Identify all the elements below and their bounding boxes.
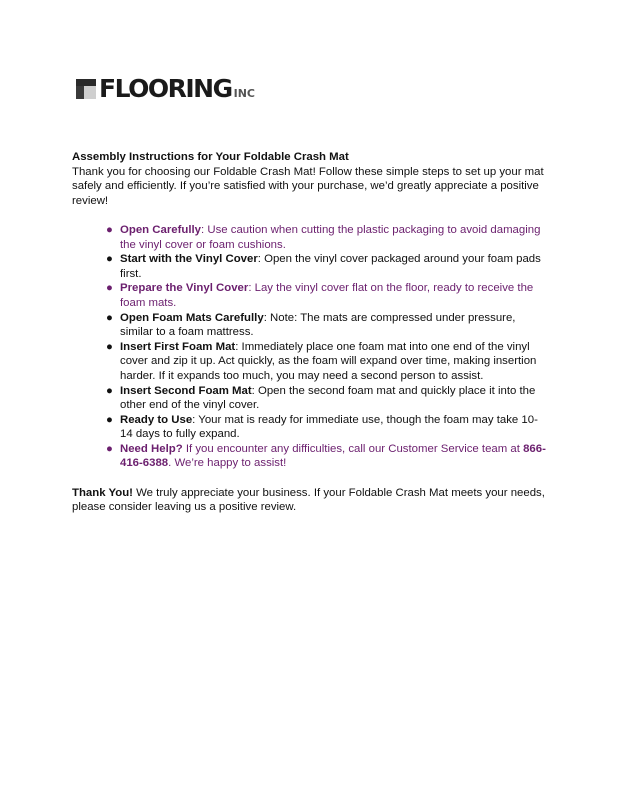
document-body (72, 150, 547, 515)
closing-paragraph (72, 486, 547, 515)
step-label: Prepare the Vinyl Cover (120, 282, 249, 295)
intro-paragraph: Thank you for choosing our Foldable Crash Mat! Follow these simple steps to set up your mat safely and efficiently. If you’re satisfied with your purchase, we’d greatly appreciate a positive review! (72, 165, 544, 207)
step-text: : Your mat is ready for immediate use, though the foam may take 10-14 days to fully expand. (120, 413, 538, 441)
step-label: Open Foam Mats Carefully (120, 311, 264, 324)
step-label: Insert Second Foam Mat (120, 384, 252, 397)
bullet-icon: ● (106, 253, 113, 266)
bullet-icon: ● (106, 442, 113, 455)
bullet-icon: ● (106, 223, 113, 236)
phone-number: 866-416-6388 (120, 442, 546, 470)
logo-suffix: INC (233, 87, 255, 100)
step-label: Insert First Foam Mat (120, 340, 236, 353)
step-text: If you encounter any difficulties, call our Customer Service team at (182, 442, 524, 455)
step-label: Open Carefully (120, 223, 202, 236)
list-item (106, 311, 547, 340)
steps-list (72, 223, 547, 471)
list-item (106, 252, 547, 281)
list-item (106, 281, 547, 310)
list-item (106, 384, 547, 413)
bullet-icon: ● (106, 311, 113, 324)
step-label: Ready to Use (120, 413, 193, 426)
step-text: : Use caution when cutting the plastic packaging to avoid damaging the vinyl cover or foam cushions. (120, 223, 541, 251)
list-item (106, 340, 547, 384)
bullet-icon: ● (106, 384, 113, 397)
bullet-icon: ● (106, 282, 113, 295)
list-item (106, 413, 547, 442)
step-text: : Open the second foam mat and quickly place it into the other end of the vinyl cover. (120, 384, 536, 412)
closing-label: Thank You! (72, 486, 133, 499)
step-text: : Note: The mats are compressed under pressure, similar to a foam mattress. (120, 311, 516, 339)
bullet-icon: ● (106, 340, 113, 353)
flooring-inc-logo (76, 74, 255, 103)
list-item (106, 223, 547, 252)
closing-text: We truly appreciate your business. If your Foldable Crash Mat meets your needs, please consider leaving us a positive review. (72, 486, 545, 514)
step-text: : Lay the vinyl cover flat on the floor, ready to receive the foam mats. (120, 282, 534, 309)
step-text-after: . We’re happy to assist! (168, 457, 287, 470)
step-text: : Open the vinyl cover packaged around your foam pads first. (120, 253, 541, 280)
step-text: : Immediately place one foam mat into one end of the vinyl cover and zip it up. Act quickly, as the foam will expand over time, making insertion harder. If it expands too much, you may need a second person to assist. (120, 340, 537, 382)
document-title: Assembly Instructions for Your Foldable Crash Mat (72, 151, 349, 163)
logo-wordmark: FLOORING (99, 74, 232, 103)
bullet-icon: ● (106, 413, 113, 426)
logo-mark-icon (76, 79, 96, 99)
step-label: Start with the Vinyl Cover (120, 253, 258, 266)
list-item (106, 442, 547, 471)
step-label: Need Help? (120, 442, 183, 455)
